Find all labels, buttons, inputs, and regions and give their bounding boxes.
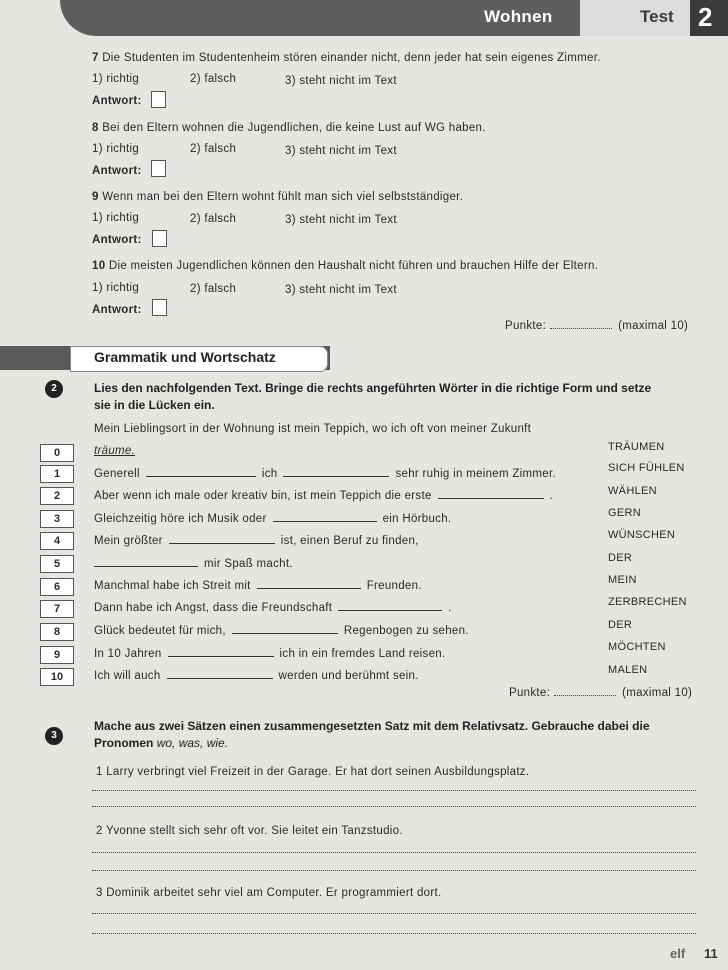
page-number: 11 bbox=[704, 946, 718, 961]
row-text-part: ich in ein fremdes Land reisen. bbox=[279, 648, 446, 660]
question-number: 9 bbox=[92, 191, 99, 203]
gap-field[interactable] bbox=[232, 623, 338, 634]
question-text: Die meisten Jugendlichen können den Haushalt nicht führen und brauchen Hilfe der Eltern. bbox=[108, 260, 599, 272]
answer-box[interactable] bbox=[152, 299, 167, 316]
instruction-line: sie in die Lücken ein. bbox=[94, 398, 215, 412]
instruction-line: Lies den nachfolgenden Text. Bringe die rechts angeführten Wörter in die richtige Form und setze bbox=[94, 381, 652, 395]
gap-field[interactable] bbox=[438, 488, 544, 499]
row-text-part: ist, einen Beruf zu finden, bbox=[280, 535, 419, 547]
keyword: WÄHLEN bbox=[608, 485, 657, 497]
points-label: Punkte: bbox=[509, 687, 551, 699]
row-text-part: werden und berühmt sein. bbox=[278, 670, 419, 682]
answer-line[interactable] bbox=[92, 790, 696, 791]
question-number: 8 bbox=[92, 122, 99, 134]
row-number: 6 bbox=[40, 578, 74, 596]
row-text-part: Glück bedeutet für mich, bbox=[94, 625, 226, 637]
keyword: MÖCHTEN bbox=[608, 641, 666, 653]
option-richtig: 1) richtig bbox=[92, 73, 140, 85]
option-steht-nicht: 3) steht nicht im Text bbox=[285, 75, 397, 87]
keyword: MALEN bbox=[608, 664, 648, 676]
keyword: ZERBRECHEN bbox=[608, 596, 687, 608]
instruction-line: Pronomen bbox=[94, 736, 154, 750]
gap-field[interactable] bbox=[169, 533, 275, 544]
row-text-part: mir Spaß macht. bbox=[204, 558, 293, 570]
row-text-part: Manchmal habe ich Streit mit bbox=[94, 580, 251, 592]
row-text bbox=[94, 668, 419, 682]
question-9 bbox=[92, 191, 463, 203]
answer-label: Antwort: bbox=[92, 234, 142, 246]
row-text bbox=[94, 623, 469, 637]
task3-instruction bbox=[94, 718, 650, 752]
keyword: WÜNSCHEN bbox=[608, 529, 676, 541]
answer-box[interactable] bbox=[152, 230, 167, 247]
row-number: 7 bbox=[40, 600, 74, 618]
option-falsch: 2) falsch bbox=[190, 73, 237, 85]
option-falsch: 2) falsch bbox=[190, 213, 237, 225]
row-text bbox=[94, 556, 293, 570]
row-text bbox=[94, 533, 419, 547]
header-test-number: 2 bbox=[698, 2, 713, 32]
points-row-task2 bbox=[509, 686, 692, 699]
answer-line[interactable] bbox=[92, 933, 696, 934]
row-number: 1 bbox=[40, 465, 74, 483]
section-title: Grammatik und Wortschatz bbox=[94, 349, 276, 365]
gap-field[interactable] bbox=[338, 600, 442, 611]
row-text bbox=[94, 466, 556, 480]
option-falsch: 2) falsch bbox=[190, 143, 237, 155]
row-text bbox=[94, 646, 445, 660]
gap-field[interactable] bbox=[167, 668, 273, 679]
row-text-part: Freunden. bbox=[366, 580, 422, 592]
task2-instruction bbox=[94, 380, 651, 414]
row-text-part: Generell bbox=[94, 468, 140, 480]
row-number: 4 bbox=[40, 532, 74, 550]
row-text-part: Gleichzeitig höre ich Musik oder bbox=[94, 513, 267, 525]
row-text-part: Regenbogen zu sehen. bbox=[343, 625, 469, 637]
task-number-badge: 3 bbox=[45, 727, 63, 745]
keyword: GERN bbox=[608, 507, 641, 519]
row-text bbox=[94, 600, 452, 614]
gap-field[interactable] bbox=[146, 466, 256, 477]
answer-box[interactable] bbox=[151, 160, 166, 177]
instruction-line: Mache aus zwei Sätzen einen zusammengesetzten Satz mit dem Relativsatz. Gebrauche dabei die bbox=[94, 719, 650, 733]
exercise-item: 2 Yvonne stellt sich sehr oft vor. Sie leitet ein Tanzstudio. bbox=[96, 825, 403, 837]
header-title: Wohnen bbox=[484, 7, 553, 26]
gap-field[interactable] bbox=[257, 578, 361, 589]
pronoun-list: wo, was, wie. bbox=[156, 736, 229, 750]
row-text-part: . bbox=[448, 602, 452, 614]
answer-box[interactable] bbox=[151, 91, 166, 108]
answer-line[interactable] bbox=[92, 870, 696, 871]
question-number: 7 bbox=[92, 52, 99, 64]
row-text bbox=[94, 578, 422, 592]
exercise-item: 3 Dominik arbeitet sehr viel am Computer. Er programmiert dort. bbox=[96, 887, 442, 899]
option-richtig: 1) richtig bbox=[92, 212, 140, 224]
question-number: 10 bbox=[92, 260, 106, 272]
points-field[interactable] bbox=[554, 686, 616, 696]
question-7 bbox=[92, 52, 601, 64]
keyword: MEIN bbox=[608, 574, 637, 586]
task-number-badge: 2 bbox=[45, 380, 63, 398]
question-text: Bei den Eltern wohnen die Jugendlichen, die keine Lust auf WG haben. bbox=[102, 122, 486, 134]
answer-line[interactable] bbox=[92, 806, 696, 807]
keyword: TRÄUMEN bbox=[608, 441, 665, 453]
gap-field[interactable] bbox=[168, 646, 274, 657]
row-number: 10 bbox=[40, 668, 74, 686]
option-steht-nicht: 3) steht nicht im Text bbox=[285, 284, 397, 296]
question-8 bbox=[92, 122, 486, 134]
task2-intro: Mein Lieblingsort in der Wohnung ist mein Teppich, wo ich oft von meiner Zukunft bbox=[94, 423, 532, 435]
row-text-part: Dann habe ich Angst, dass die Freundschaft bbox=[94, 602, 333, 614]
row-text-part: Mein größter bbox=[94, 535, 163, 547]
example-answer: träume. bbox=[94, 445, 136, 457]
points-field[interactable] bbox=[550, 319, 612, 329]
footer-brand: elf bbox=[670, 946, 686, 961]
option-richtig: 1) richtig bbox=[92, 143, 140, 155]
row-text-part: In 10 Jahren bbox=[94, 648, 162, 660]
answer-label: Antwort: bbox=[92, 95, 142, 107]
row-number: 9 bbox=[40, 646, 74, 664]
keyword: DER bbox=[608, 552, 633, 564]
header-test-label: Test bbox=[640, 7, 674, 26]
keyword: SICH FÜHLEN bbox=[608, 462, 685, 474]
question-10 bbox=[92, 260, 598, 272]
row-number: 8 bbox=[40, 623, 74, 641]
row-text-part: sehr ruhig in meinem Zimmer. bbox=[395, 468, 556, 480]
option-steht-nicht: 3) steht nicht im Text bbox=[285, 214, 397, 226]
row-text-part: ein Hörbuch. bbox=[382, 513, 452, 525]
row-text-part: . bbox=[549, 490, 554, 502]
question-text: Die Studenten im Studentenheim stören einander nicht, denn jeder hat sein eigenes Zimmer. bbox=[102, 52, 601, 64]
points-max: (maximal 10) bbox=[618, 320, 689, 332]
answer-line[interactable] bbox=[92, 913, 696, 914]
row-text-part: Aber wenn ich male oder kreativ bin, ist mein Teppich die erste bbox=[94, 490, 432, 502]
row-text-part: Ich will auch bbox=[94, 670, 161, 682]
question-text: Wenn man bei den Eltern wohnt fühlt man sich viel selbstständiger. bbox=[102, 191, 464, 203]
answer-label: Antwort: bbox=[92, 165, 142, 177]
gap-field[interactable] bbox=[273, 511, 377, 522]
row-text bbox=[94, 511, 451, 525]
points-max: (maximal 10) bbox=[622, 687, 693, 699]
option-steht-nicht: 3) steht nicht im Text bbox=[285, 145, 397, 157]
exercise-item: 1 Larry verbringt viel Freizeit in der Garage. Er hat dort seinen Ausbildungsplatz. bbox=[96, 766, 530, 778]
option-falsch: 2) falsch bbox=[190, 283, 237, 295]
row-number: 5 bbox=[40, 555, 74, 573]
keyword: DER bbox=[608, 619, 633, 631]
gap-field[interactable] bbox=[94, 556, 198, 567]
row-number: 3 bbox=[40, 510, 74, 528]
answer-line[interactable] bbox=[92, 852, 696, 853]
points-label: Punkte: bbox=[505, 320, 547, 332]
answer-label: Antwort: bbox=[92, 304, 142, 316]
row-text bbox=[94, 488, 553, 502]
option-richtig: 1) richtig bbox=[92, 282, 140, 294]
points-row-part1 bbox=[505, 319, 688, 332]
row-text-part: ich bbox=[261, 468, 278, 480]
row-number: 0 bbox=[40, 444, 74, 462]
gap-field[interactable] bbox=[283, 466, 389, 477]
row-number: 2 bbox=[40, 487, 74, 505]
